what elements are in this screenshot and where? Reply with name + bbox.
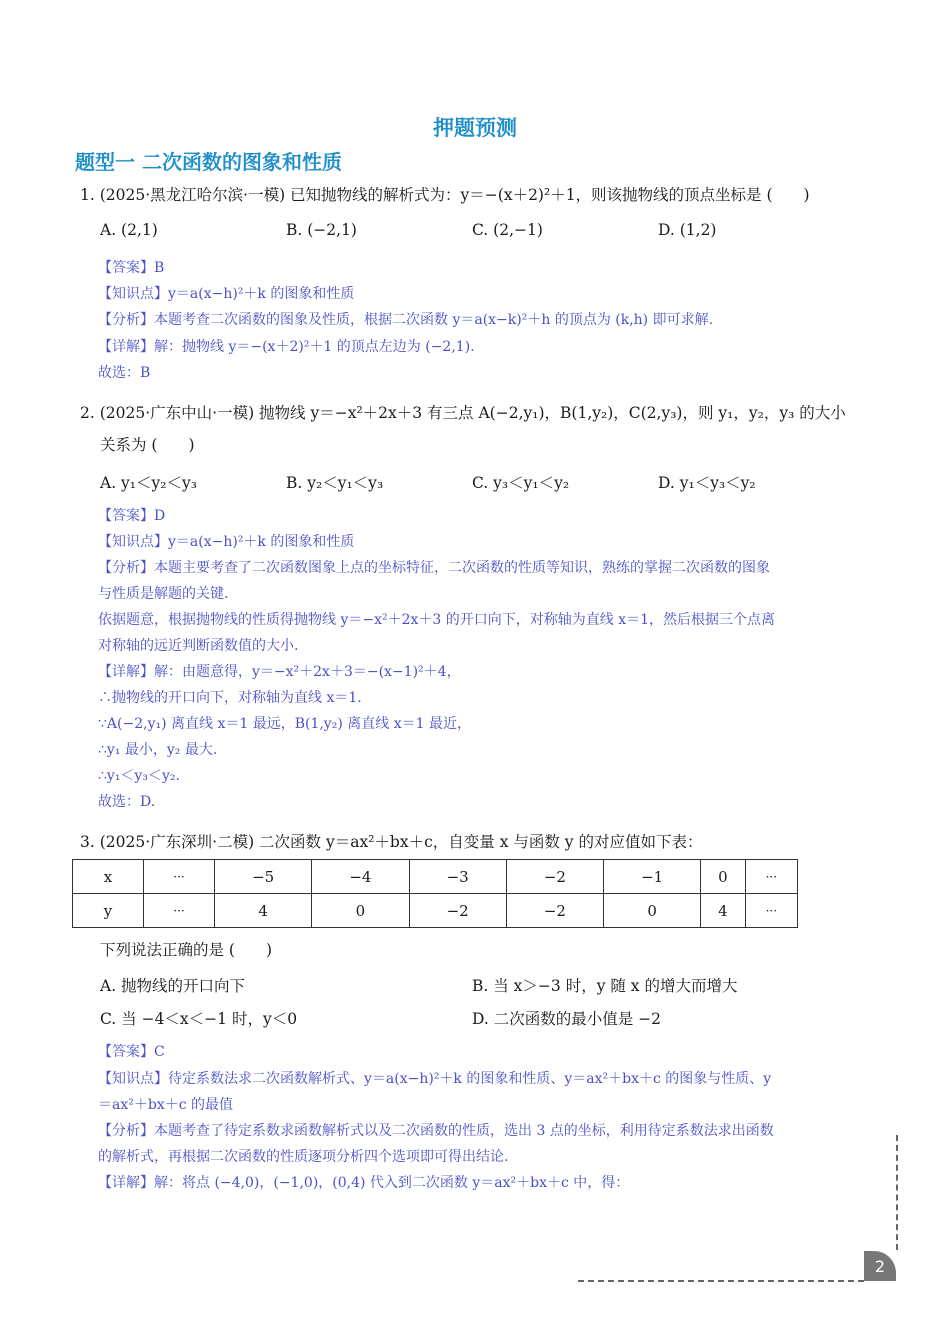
q2-stem-line2: 关系为 ( ) bbox=[100, 436, 195, 454]
q2-option-c: C. y₃＜y₁＜y₂ bbox=[472, 474, 570, 492]
q2-detail-5: ∴y₁＜y₃＜y₂. bbox=[98, 768, 180, 784]
table-cell: −2 bbox=[506, 894, 603, 928]
table-cell: −1 bbox=[604, 860, 701, 894]
q1-answer: 【答案】B bbox=[98, 260, 165, 276]
table-cell: y bbox=[73, 894, 144, 928]
footer-dashed-border-horizontal bbox=[578, 1280, 864, 1282]
table-cell: 0 bbox=[701, 860, 745, 894]
q2-option-a: A. y₁＜y₂＜y₃ bbox=[100, 474, 197, 492]
q1-option-a: A. (2,1) bbox=[100, 221, 158, 239]
q2-option-d: D. y₁＜y₃＜y₂ bbox=[658, 474, 756, 492]
q3-analysis-2: 的解析式，再根据二次函数的性质逐项分析四个选项即可得出结论. bbox=[98, 1149, 509, 1165]
q1-stem: 1. (2025·黑龙江哈尔滨·一模) 已知抛物线的解析式为：y＝−(x＋2)²＋1，则该抛物线的顶点坐标是 ( ) bbox=[80, 186, 810, 204]
q3-knowledge-1: 【知识点】待定系数法求二次函数解析式、y＝a(x−h)²＋k 的图象和性质、y＝ax²＋bx＋c 的图象与性质、y bbox=[98, 1071, 772, 1087]
table-cell: ··· bbox=[144, 860, 215, 894]
table-cell: x bbox=[73, 860, 144, 894]
q2-analysis-2: 与性质是解题的关键. bbox=[98, 586, 229, 602]
q1-choice: 故选：B bbox=[98, 365, 151, 381]
footer-dashed-border-vertical bbox=[896, 1135, 898, 1250]
table-cell: 4 bbox=[215, 894, 312, 928]
table-row-y bbox=[73, 894, 798, 928]
q2-stem-line1: 2. (2025·广东中山·一模) 抛物线 y＝−x²＋2x＋3 有三点 A(−2,y₁)，B(1,y₂)，C(2,y₃)，则 y₁，y₂，y₃ 的大小 bbox=[80, 404, 846, 422]
q3-prompt: 下列说法正确的是 ( ) bbox=[100, 941, 273, 959]
q3-option-a: A. 抛物线的开口向下 bbox=[100, 977, 246, 995]
q2-answer: 【答案】D bbox=[98, 508, 166, 524]
table-cell: 0 bbox=[604, 894, 701, 928]
table-cell: −3 bbox=[409, 860, 506, 894]
page-title: 押题预测 bbox=[433, 116, 517, 140]
table-cell: 0 bbox=[312, 894, 409, 928]
q3-answer: 【答案】C bbox=[98, 1044, 165, 1060]
q3-option-b: B. 当 x＞−3 时，y 随 x 的增大而增大 bbox=[472, 977, 738, 995]
q3-option-d: D. 二次函数的最小值是 −2 bbox=[472, 1010, 662, 1028]
q3-knowledge-2: ＝ax²＋bx＋c 的最值 bbox=[98, 1097, 234, 1113]
table-cell: ··· bbox=[144, 894, 215, 928]
section-heading: 题型一 二次函数的图象和性质 bbox=[75, 150, 342, 174]
q2-detail-2: ∴抛物线的开口向下，对称轴为直线 x＝1. bbox=[98, 690, 362, 706]
q2-knowledge: 【知识点】y＝a(x−h)²＋k 的图象和性质 bbox=[98, 534, 355, 550]
table-row-x bbox=[73, 860, 798, 894]
q3-detail: 【详解】解：将点 (−4,0)，(−1,0)，(0,4) 代入到二次函数 y＝ax²＋bx＋c 中，得： bbox=[98, 1175, 630, 1191]
table-cell: −2 bbox=[409, 894, 506, 928]
q1-knowledge: 【知识点】y＝a(x−h)²＋k 的图象和性质 bbox=[98, 286, 355, 302]
table-cell: −4 bbox=[312, 860, 409, 894]
q2-detail-4: ∴y₁ 最小，y₂ 最大. bbox=[98, 742, 218, 758]
q3-option-c: C. 当 −4＜x＜−1 时，y＜0 bbox=[100, 1010, 298, 1028]
table-cell: −5 bbox=[215, 860, 312, 894]
q2-analysis-1: 【分析】本题主要考查了二次函数图象上点的坐标特征，二次函数的性质等知识，熟练的掌握二次函数的图象 bbox=[98, 560, 770, 576]
table-cell: ··· bbox=[745, 860, 797, 894]
q2-analysis-3: 依据题意，根据抛物线的性质得抛物线 y＝−x²＋2x＋3 的开口向下，对称轴为直线 x＝1，然后根据三个点离 bbox=[98, 612, 776, 628]
q1-analysis: 【分析】本题考查二次函数的图象及性质，根据二次函数 y＝a(x−k)²＋h 的顶点为 (k,h) 即可求解. bbox=[98, 312, 714, 328]
q3-value-table bbox=[72, 859, 798, 928]
q1-option-b: B. (−2,1) bbox=[286, 221, 357, 239]
q1-option-d: D. (1,2) bbox=[658, 221, 717, 239]
q2-detail-1: 【详解】解：由题意得，y＝−x²＋2x＋3＝−(x−1)²＋4， bbox=[98, 664, 461, 680]
q3-analysis-1: 【分析】本题考查了待定系数求函数解析式以及二次函数的性质，选出 3 点的坐标，利用待定系数法求出函数 bbox=[98, 1123, 774, 1139]
table-cell: ··· bbox=[745, 894, 797, 928]
page-number: 2 bbox=[864, 1251, 896, 1281]
q1-detail: 【详解】解：抛物线 y＝−(x＋2)²＋1 的顶点左边为 (−2,1). bbox=[98, 339, 475, 355]
q3-stem: 3. (2025·广东深圳·二模) 二次函数 y＝ax²＋bx＋c，自变量 x 与函数 y 的对应值如下表： bbox=[80, 833, 703, 851]
q2-choice: 故选：D. bbox=[98, 794, 156, 810]
table-cell: 4 bbox=[701, 894, 745, 928]
q2-analysis-4: 对称轴的远近判断函数值的大小. bbox=[98, 638, 299, 654]
q2-option-b: B. y₂＜y₁＜y₃ bbox=[286, 474, 384, 492]
q2-detail-3: ∵A(−2,y₁) 离直线 x＝1 最远，B(1,y₂) 离直线 x＝1 最近， bbox=[98, 716, 471, 732]
q1-option-c: C. (2,−1) bbox=[472, 221, 543, 239]
table-cell: −2 bbox=[506, 860, 603, 894]
